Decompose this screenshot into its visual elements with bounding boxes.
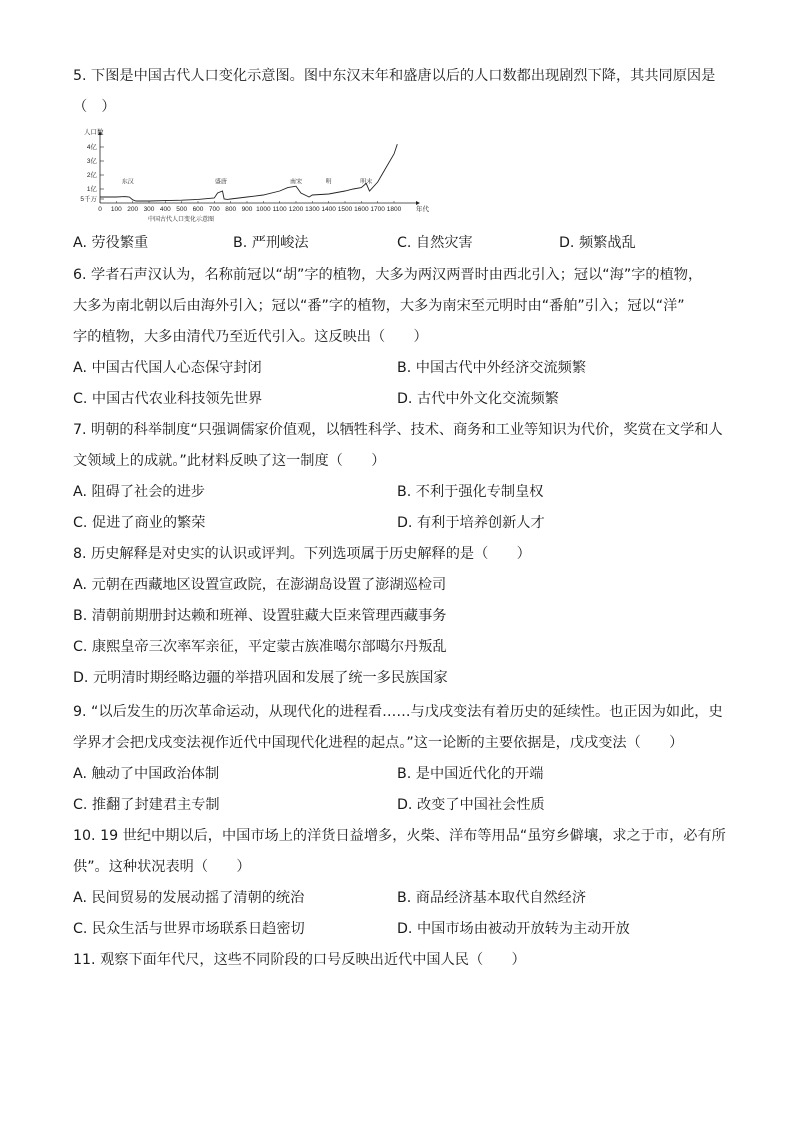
x-tick-label: 300 bbox=[143, 206, 155, 213]
x-tick-label: 1300 bbox=[305, 206, 320, 213]
x-tick-label: 1100 bbox=[272, 206, 287, 213]
q7-option-a[interactable]: A. 阻碍了社会的进步 bbox=[73, 484, 205, 500]
x-tick-label: 1600 bbox=[354, 206, 369, 213]
q6-option-b[interactable]: B. 中国古代中外经济交流频繁 bbox=[397, 360, 587, 376]
q9-option-a[interactable]: A. 触动了中国政治体制 bbox=[73, 766, 220, 782]
x-tick-label: 0 bbox=[98, 206, 102, 213]
x-axis-arrow bbox=[416, 201, 420, 205]
period-label: 东汉 bbox=[121, 178, 134, 186]
q8-option-c[interactable]: C. 康熙皇帝三次率军亲征，平定蒙古族准噶尔部噶尔丹叛乱 bbox=[73, 639, 447, 655]
q7-line1: 7. 明朝的科举制度“只强调儒家价值观，以牺牲科学、技术、商务和工业等知识为代价，奖赏在文学和人 bbox=[73, 422, 723, 438]
q10-option-c[interactable]: C. 民众生活与世界市场联系日趋密切 bbox=[73, 921, 305, 937]
x-tick-label: 1000 bbox=[256, 206, 271, 213]
q6-line2: 大多为南北朝以后由海外引入；冠以“番”字的植物，大多为南宋至元明时由“番舶”引入；冠以“洋” bbox=[73, 298, 685, 314]
q6-line3: 字的植物，大多由清代乃至近代引入。这反映出（ ） bbox=[73, 329, 428, 345]
period-label: 明 bbox=[325, 178, 332, 186]
x-tick-label: 600 bbox=[192, 206, 204, 213]
q8-option-b[interactable]: B. 清朝前期册封达赖和班禅、设置驻藏大臣来管理西藏事务 bbox=[73, 608, 447, 624]
q9-option-b[interactable]: B. 是中国近代化的开端 bbox=[397, 766, 544, 782]
chart-axes bbox=[98, 131, 420, 205]
x-tick-label: 1700 bbox=[370, 206, 385, 213]
population-chart bbox=[78, 127, 433, 223]
x-tick-label: 900 bbox=[241, 206, 253, 213]
q6-option-c[interactable]: C. 中国古代农业科技领先世界 bbox=[73, 391, 263, 407]
chart-title: 中国古代人口变化示意图 bbox=[148, 216, 215, 223]
q5-option-b[interactable]: B. 严刑峻法 bbox=[233, 235, 309, 251]
q9-line1: 9. “以后发生的历次革命运动，从现代化的进程看……与戊戌变法有着历史的延续性。也正因为如此，史 bbox=[73, 704, 723, 720]
population-series bbox=[100, 144, 397, 201]
period-label: 盛唐 bbox=[214, 178, 227, 186]
q7-option-b[interactable]: B. 不利于强化专制皇权 bbox=[397, 484, 544, 500]
x-tick-label: 500 bbox=[176, 206, 188, 213]
y-tick-label: 3亿 bbox=[86, 158, 97, 165]
q7-option-d[interactable]: D. 有利于培养创新人才 bbox=[397, 515, 545, 531]
x-axis-label: 年代 bbox=[416, 206, 429, 213]
x-tick-label: 200 bbox=[127, 206, 139, 213]
y-axis-ticks bbox=[80, 142, 104, 203]
q10-option-b[interactable]: B. 商品经济基本取代自然经济 bbox=[397, 890, 587, 906]
q5-stem-line1: 5. 下图是中国古代人口变化示意图。图中东汉末年和盛唐以后的人口数都出现剧烈下降，其共同原因是 bbox=[73, 68, 716, 84]
q5-stem-line2: （ ） bbox=[73, 99, 116, 115]
q6-option-a[interactable]: A. 中国古代国人心态保守封闭 bbox=[73, 360, 262, 376]
q8-option-d[interactable]: D. 元明清时期经略边疆的举措巩固和发展了统一多民族国家 bbox=[73, 670, 448, 686]
q10-line2: 供”。这种状况表明（ ） bbox=[73, 859, 251, 875]
population-line bbox=[100, 144, 397, 201]
y-tick-label: 4亿 bbox=[86, 144, 97, 151]
x-tick-label: 1800 bbox=[386, 206, 402, 213]
x-tick-label: 1400 bbox=[321, 206, 336, 213]
q6-option-d[interactable]: D. 古代中外文化交流频繁 bbox=[397, 391, 559, 407]
chart-annotations bbox=[122, 177, 372, 185]
q11-line1: 11. 观察下面年代尺，这些不同阶段的口号反映出近代中国人民（ ） bbox=[73, 952, 526, 968]
q9-option-d[interactable]: D. 改变了中国社会性质 bbox=[397, 797, 545, 813]
q9-line2: 学界才会把戊戌变法视作近代中国现代化进程的起点。”这一论断的主要依据是，戊戌变法（ ） bbox=[73, 735, 684, 751]
period-label: 南宋 bbox=[289, 178, 303, 186]
q7-option-c[interactable]: C. 促进了商业的繁荣 bbox=[73, 515, 206, 531]
q10-line1: 10. 19 世纪中期以后，中国市场上的洋货日益增多，火柴、洋布等用品“虽穷乡僻壤，求之于市，必有所 bbox=[73, 828, 726, 844]
period-label: 明末 bbox=[360, 178, 373, 186]
q5-option-c[interactable]: C. 自然灾害 bbox=[397, 235, 473, 251]
q7-line2: 文领域上的成就。”此材料反映了这一制度（ ） bbox=[73, 453, 386, 469]
x-tick-label: 800 bbox=[225, 206, 237, 213]
y-tick-label: 1亿 bbox=[86, 186, 97, 193]
q9-option-c[interactable]: C. 推翻了封建君主专制 bbox=[73, 797, 220, 813]
q6-line1: 6. 学者石声汉认为，名称前冠以“胡”字的植物，大多为两汉两晋时由西北引入；冠以“海”字的植物， bbox=[73, 267, 703, 283]
x-tick-label: 700 bbox=[208, 206, 220, 213]
q10-option-a[interactable]: A. 民间贸易的发展动摇了清朝的统治 bbox=[73, 890, 305, 906]
q5-option-d[interactable]: D. 频繁战乱 bbox=[559, 235, 636, 251]
q10-option-d[interactable]: D. 中国市场由被动开放转为主动开放 bbox=[397, 921, 630, 937]
q8-line1: 8. 历史解释是对史实的认识或评判。下列选项属于历史解释的是（ ） bbox=[73, 546, 531, 562]
x-tick-label: 1200 bbox=[288, 206, 304, 213]
x-tick-label: 400 bbox=[159, 206, 171, 213]
q5-option-a[interactable]: A. 劳役繁重 bbox=[73, 235, 149, 251]
x-tick-label: 1500 bbox=[337, 206, 353, 213]
y-axis-label: 人口数 bbox=[84, 129, 104, 136]
x-tick-label: 100 bbox=[110, 206, 122, 213]
y-tick-label: 2亿 bbox=[86, 172, 97, 179]
y-tick-label: 5千万 bbox=[80, 196, 97, 203]
q8-option-a[interactable]: A. 元朝在西藏地区设置宣政院，在澎湖岛设置了澎湖巡检司 bbox=[73, 577, 447, 593]
